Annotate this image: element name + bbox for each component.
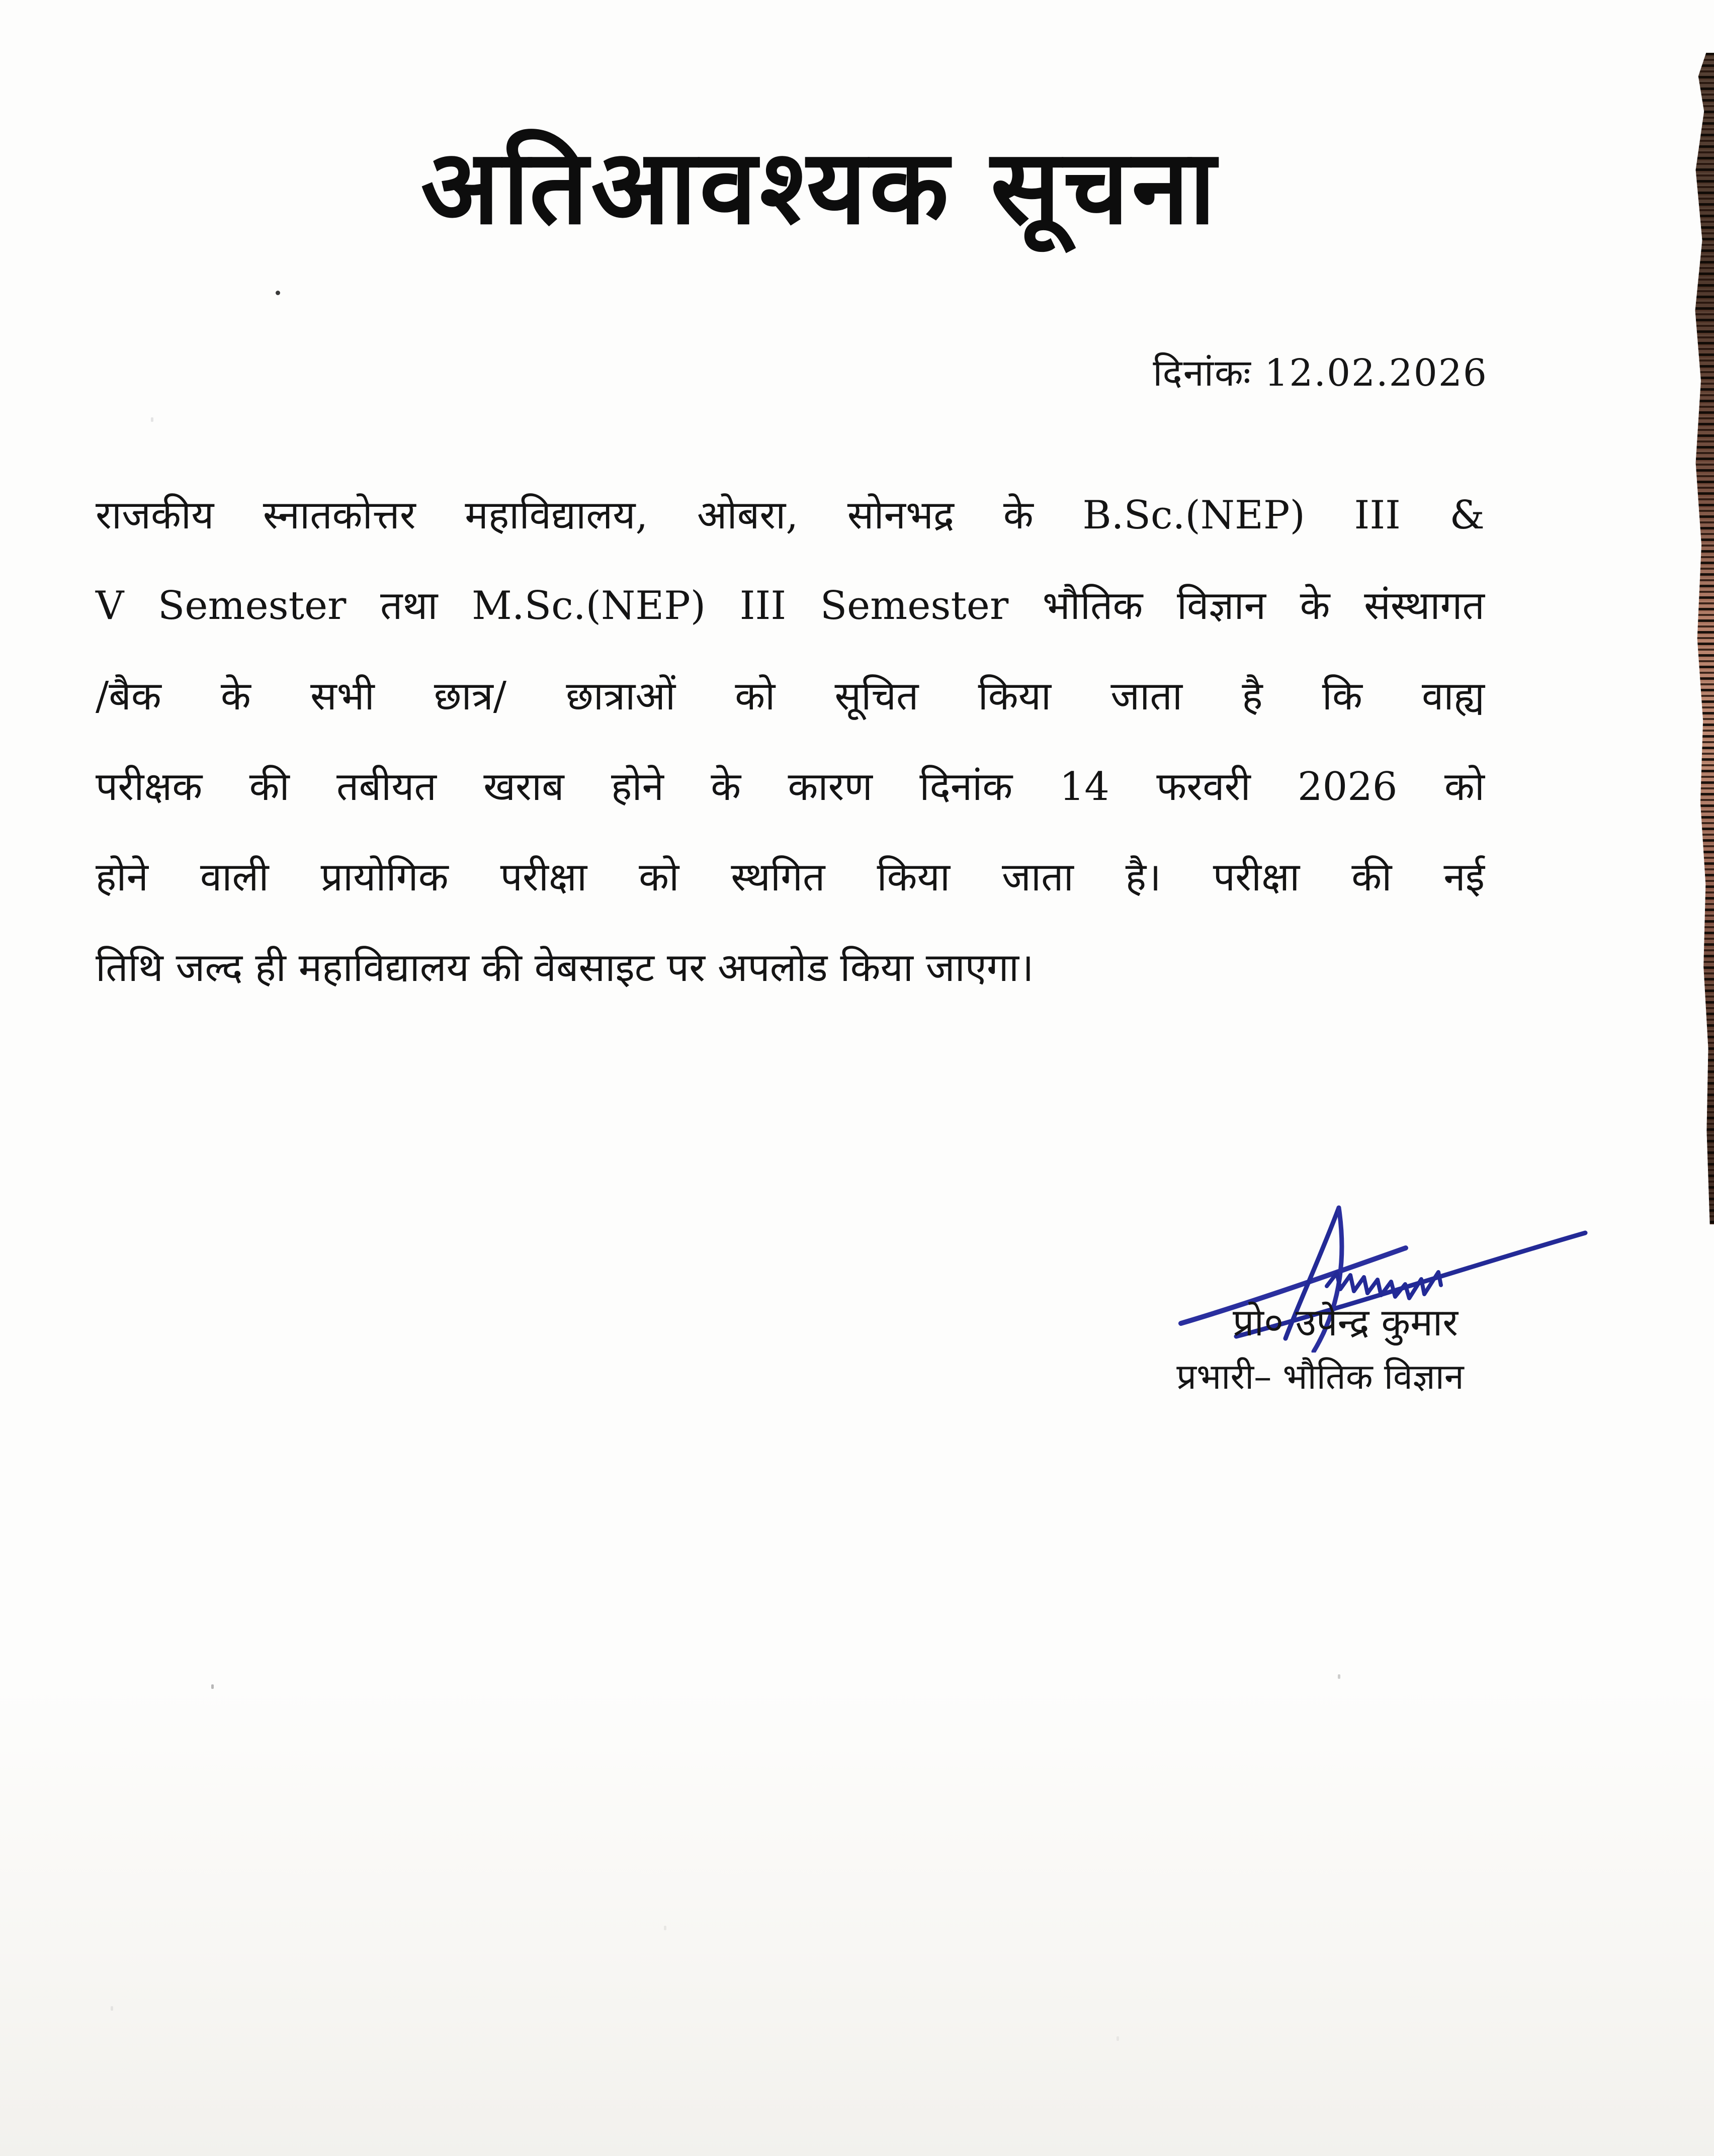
body-line: राजकीय स्नातकोत्तर महाविद्यालय, ओबरा, सोनभद्र के B.Sc.(NEP) III & [96,493,1485,538]
scan-edge-artifact [1688,53,1714,1224]
body-line: /बैक के सभी छात्र/ छात्राओं को सूचित किया जाता है कि वाह्य [96,674,1485,719]
body-line: परीक्षक की तबीयत खराब होने के कारण दिनांक 14 फरवरी 2026 को [96,764,1485,810]
ink-speck [276,291,280,295]
notice-body [96,470,1485,1013]
paper-noise-specks [211,1684,214,1689]
body-line: तिथि जल्द ही महाविद्यालय की वेबसाइट पर अपलोड किया जाएगा। [96,945,1034,991]
body-line: V Semester तथा M.Sc.(NEP) III Semester भौतिक विज्ञान के संस्थागत [96,583,1485,628]
signatory-name: प्रो० उपेन्द्र कुमार [1232,1300,1459,1344]
signatory-designation: प्रभारी– भौतिक विज्ञान [1176,1356,1464,1397]
notice-title: अतिआवश्यक सूचना [420,128,1219,247]
date-line: दिनांकः 12.02.2026 [1153,351,1488,395]
body-line: होने वाली प्रायोगिक परीक्षा को स्थगित किया जाता है। परीक्षा की नई [96,855,1485,900]
